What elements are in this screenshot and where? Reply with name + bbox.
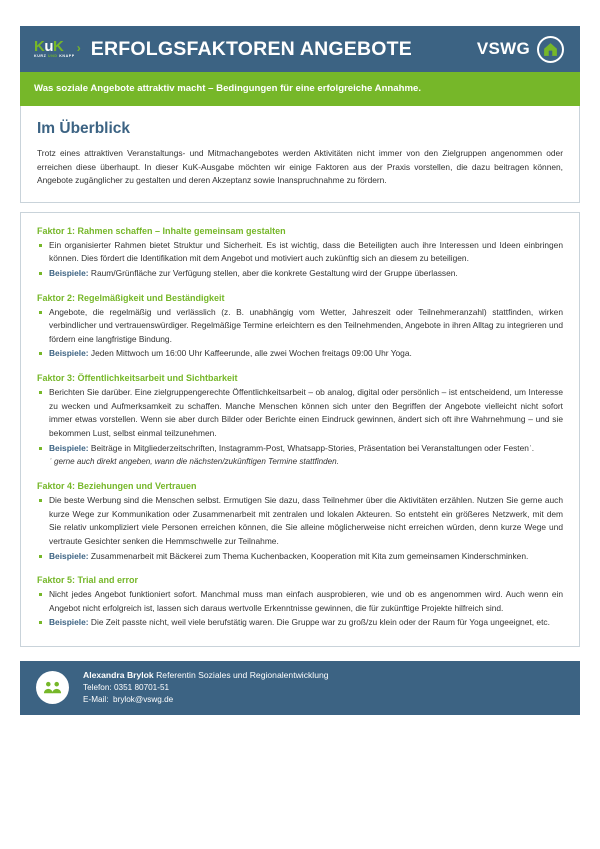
kuk-logo xyxy=(34,39,81,59)
kuk-tagline-kurz: KURZ xyxy=(34,54,47,59)
bullet-text: Die Zeit passte nicht, weil viele berufstätig waren. Die Gruppe war zu groß/zu klein oder der Raum für Yoga ungeeignet, etc. xyxy=(88,617,550,628)
bullet-lead-label: Beispiele: xyxy=(49,348,89,359)
subtitle-banner xyxy=(20,72,580,106)
bullet-text: Berichten Sie darüber. Eine zielgruppengerechte Öffentlichkeitsarbeit – ob analog, digital oder persönlich – ist entscheidend, um Interesse zu wecken und Aufmerksamkeit zu schaffen. Manche Menschen können sich unter den Begriffen der Angebote vielleicht nicht sofort immer etwas vorstellen. Wenn sie aber durch Bilder oder Berichte einen Eindruck gewinnen, ändert sich oft ihre Wahrnehmung – und sie bekommen Lust, selbst einmal teilzunehmen. xyxy=(49,387,563,438)
people-group-icon xyxy=(36,671,69,704)
factors-panel xyxy=(20,212,580,647)
bullet-text: Zusammenarbeit mit Bäckerei zum Thema Kuchenbacken, Kooperation mit Kita zum gemeinsamen Kinderschminken. xyxy=(88,550,529,561)
overview-heading: Im Überblick xyxy=(37,120,131,137)
kuk-logo-wordmark xyxy=(34,39,75,54)
overview-panel xyxy=(20,106,580,203)
factor-block xyxy=(37,226,563,281)
factor-bullet xyxy=(37,306,563,347)
kuk-tagline-und: UND xyxy=(48,54,58,59)
contact-email-label: E-Mail: xyxy=(83,695,109,705)
vswg-logo xyxy=(477,36,566,63)
contact-email-value[interactable]: brylok@vswg.de xyxy=(113,695,174,705)
contact-name: Alexandra Brylok xyxy=(83,670,154,681)
factor-title: Faktor 3: Öffentlichkeitsarbeit und Sichtbarkeit xyxy=(37,373,238,384)
kuk-logo-k1: K xyxy=(34,38,45,56)
bullet-text: Ein organisierter Rahmen bietet Struktur und Sicherheit. Es ist wichtig, dass die Beteiligten auch ihre Interessen und Ideen einbringen können. Dies fördert die Identifikation mit dem Angebot und motiviert auch zukünftig sich an diesem zu beteiligen. xyxy=(49,239,563,264)
factor-title: Faktor 5: Trial and error xyxy=(37,575,139,586)
document-header xyxy=(20,26,580,72)
contact-phone-row xyxy=(83,682,329,694)
contact-details xyxy=(83,669,329,706)
overview-paragraph: Trotz eines attraktiven Veranstaltungs- und Mitmachangebotes werden Aktivitäten nicht immer von den Zielgruppen angenommen oder erreichen diese überhaupt. In dieser KuK-Ausgabe möchten wir einige Faktoren aus der Praxis vorstellen, die dazu beitragen können, Angebote zugänglicher zu gestalten und deren Akzeptanz sowie Inanspruchnahme zu fördern. xyxy=(37,148,563,186)
factor-title: Faktor 4: Beziehungen und Vertrauen xyxy=(37,481,197,492)
factors-list xyxy=(37,226,563,630)
factor-bullet xyxy=(37,267,563,281)
factor-block xyxy=(37,373,563,469)
bullet-lead-label: Beispiele: xyxy=(49,268,89,279)
contact-phone-label: Telefon: xyxy=(83,683,112,693)
factor-bullet-list xyxy=(37,239,563,281)
kuk-tagline-knapp: KNAPP xyxy=(59,54,75,59)
factor-title: Faktor 1: Rahmen schaffen – Inhalte gemeinsam gestalten xyxy=(37,225,286,236)
bullet-text: Jeden Mittwoch um 16:00 Uhr Kaffeerunde, alle zwei Wochen freitags 09:00 Uhr Yoga. xyxy=(88,348,412,359)
bullet-text: Die beste Werbung sind die Menschen selbst. Ermutigen Sie dazu, dass Teilnehmer über die Aktivitäten erzählen. Nutzen Sie gerne auch kurze Wege zur Kommunikation oder Zusammenarbeit mit zentralen und lokalen Akteuren. So entsteht ein größeres Netzwerk, mit dem Sie relativ unkompliziert viele Personen erreichen können, die Sie alleine möglicherweise nicht erreichen würden, denn kurze Wege und vertraute Gesichter senken die Hemmschwelle zur Teilnahme. xyxy=(49,495,563,546)
bullet-text: Angebote, die regelmäßig und verlässlich (z. B. unabhängig vom Wetter, Jahreszeit oder Teilnehmeranzahl) stattfinden, wirken verbindlicher und vertrauenswürdiger. Regelmäßige Termine erleichtern es den Teilnehmenden, Angebote in ihren Alltag zu integrieren und fördern eine langfristige Bindung. xyxy=(49,306,563,344)
factor-bullet xyxy=(37,550,563,564)
contact-email-row xyxy=(83,694,329,706)
bullet-lead-label: Beispiele: xyxy=(49,617,89,628)
factor-footnote: ˈ gerne auch direkt angeben, wann die nächsten/zukünftigen Termine stattfinden. xyxy=(49,457,339,467)
factor-bullet-list xyxy=(37,306,563,361)
bullet-text: Beiträge in Mitgliederzeitschriften, Instagramm-Post, Whatsapp-Stories, Präsentation bei Veranstaltungen oder Festenˈ. xyxy=(88,442,535,453)
contact-role: Referentin Soziales und Regionalentwicklung xyxy=(153,670,329,681)
factor-block xyxy=(37,575,563,630)
contact-phone-value[interactable]: 0351 80701-51 xyxy=(113,683,170,693)
contact-name-row xyxy=(83,669,329,682)
factor-bullet xyxy=(37,442,563,456)
kuk-logo-u: u xyxy=(44,38,54,56)
kuk-logo-k2: K xyxy=(53,38,64,56)
contact-footer xyxy=(20,661,580,715)
factor-bullet-list xyxy=(37,386,563,455)
vswg-wordmark: VSWG xyxy=(476,39,530,58)
bullet-lead-label: Beispiele: xyxy=(49,442,89,453)
factor-block xyxy=(37,293,563,361)
factor-title: Faktor 2: Regelmäßigkeit und Beständigkeit xyxy=(37,292,225,303)
factor-bullet-list xyxy=(37,494,563,563)
bullet-text: Nicht jedes Angebot funktioniert sofort. Manchmal muss man einfach ausprobieren, wie und ob es angenommen wird. Auch wenn ein Angebot nicht erfolgreich ist, lassen sich daraus wertvolle Erkenntnisse gewinnen, die für zukünftige Projekte hilfreich sind. xyxy=(49,589,563,613)
factor-bullet xyxy=(37,386,563,440)
house-in-circle-icon xyxy=(537,36,564,63)
page-title: ERFOLGSFAKTOREN ANGEBOTE xyxy=(90,37,412,60)
subtitle-text: Was soziale Angebote attraktiv macht – Bedingungen für eine erfolgreiche Annahme. xyxy=(34,82,422,94)
factor-bullet xyxy=(37,239,563,266)
factor-bullet xyxy=(37,616,563,630)
bullet-text: Raum/Grünfläche zur Verfügung stellen, aber die konkrete Gestaltung wird der Gruppe überlassen. xyxy=(88,268,458,279)
factor-bullet xyxy=(37,588,563,615)
bullet-lead-label: Beispiele: xyxy=(49,550,89,561)
factor-bullet-list xyxy=(37,588,563,630)
kuk-logo-tagline xyxy=(34,55,75,59)
kuk-logo-mark xyxy=(34,39,75,59)
chevron-right-icon: › xyxy=(76,40,81,55)
factor-bullet xyxy=(37,347,563,361)
factor-block xyxy=(37,481,563,563)
factor-bullet xyxy=(37,494,563,548)
